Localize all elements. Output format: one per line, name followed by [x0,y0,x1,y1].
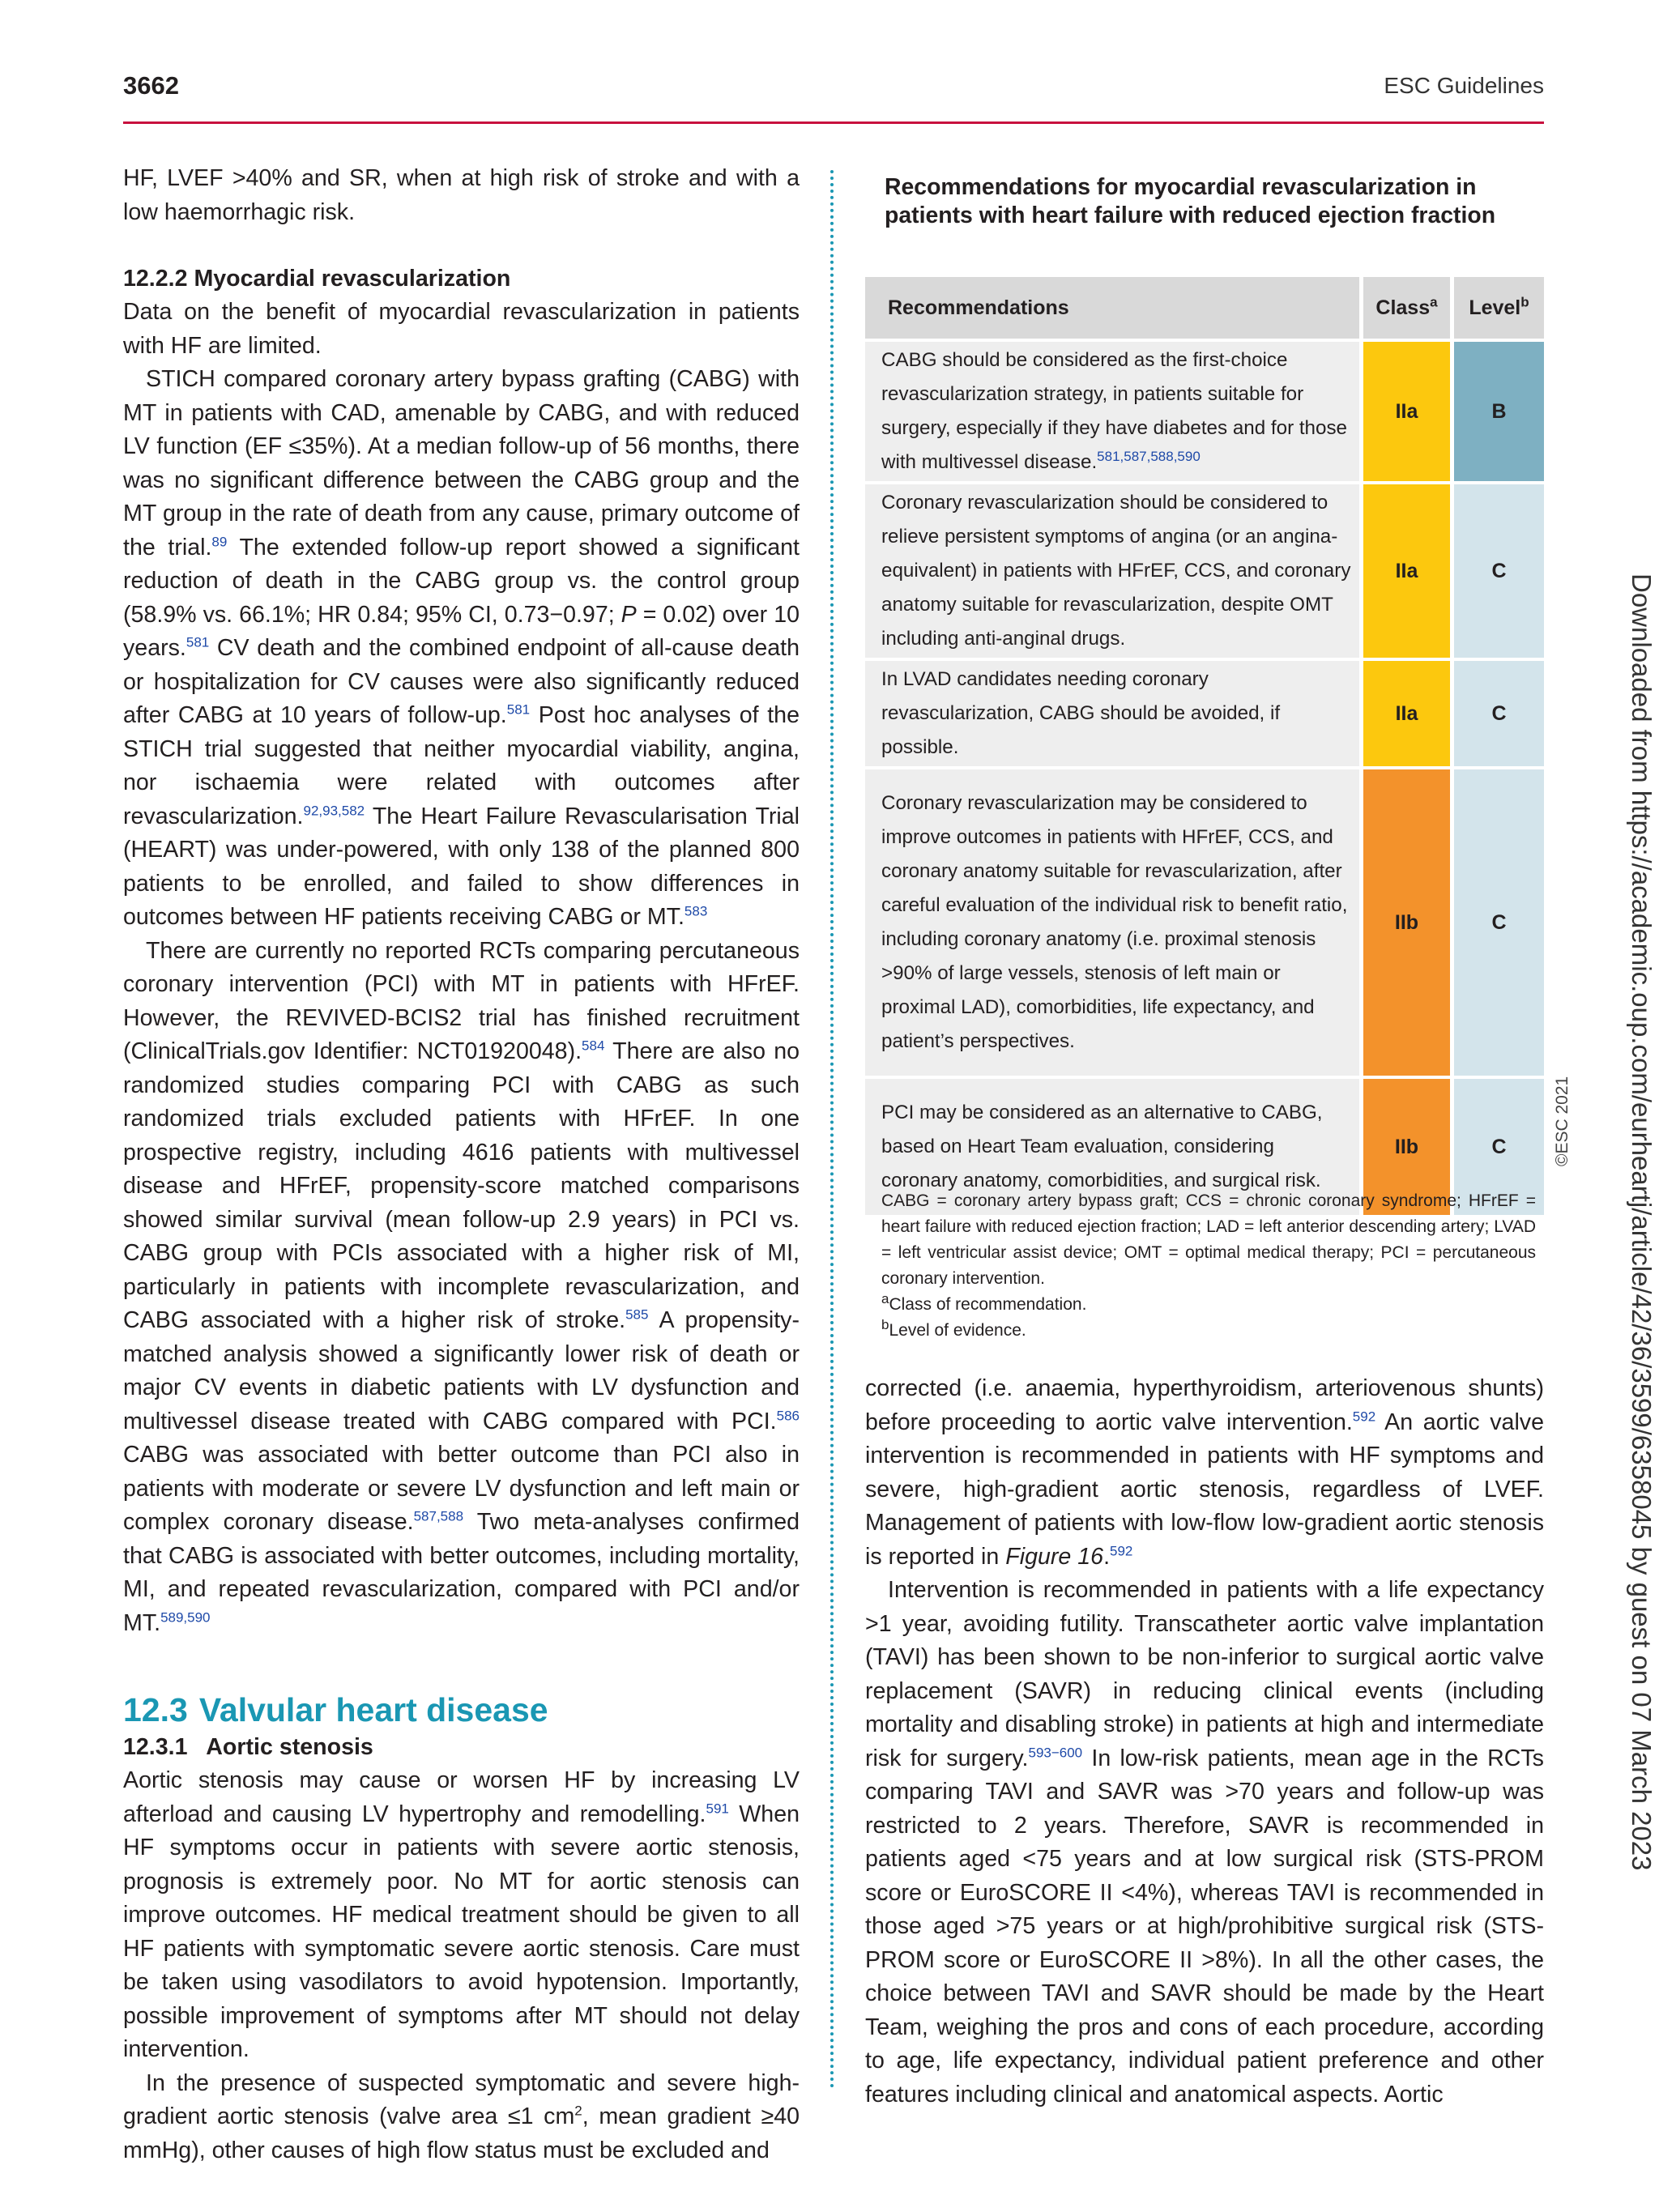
recommendation-text: In LVAD candidates needing coronary revascularization, CABG should be avoided, if possible. [865,661,1359,766]
paragraph-aortic-intervention: corrected (i.e. anaemia, hyperthyroidism, arteriovenous shunts) before proceeding to aortic valve intervention.$^{592}$ An aortic valve intervention is recommended in patients with HF symptoms and severe, high-gradient aortic stenosis, regardless of LVEF. Management of patients with low-flow low-gradient aortic stenosis is reported in Figure 16.$^{592}$ [865,1375,1545,1570]
class-cell: IIa [1359,342,1450,481]
column-header-level: Level$^b$ [1450,277,1544,339]
subsection-heading-revascularization: 12.2.2 Myocardial revascularization [123,266,511,292]
copyright-label: ©ESC 2021 [1553,1076,1572,1166]
citation-link[interactable]: 593−600 [1028,1744,1083,1760]
paragraph-stich: STICH compared coronary artery bypass grafting (CABG) with MT in patients with CAD, amenable by CABG, and with reduced LV function (EF ≤35%). At a median follow-up of 56 months, there was no significant difference between the CABG group and the MT group in the rate of death from any cause, primary outcome of the trial.$^{89}$ The extended follow-up report showed a significant reduction of death in the CABG group vs. the control group (58.9% vs. 66.1%; HR 0.84; 95% CI, 0.73−0.97; P = 0.02) over 10 years.$^{581}$ CV death and the combined endpoint of all-cause death or hospitalization for CV causes were also significantly reduced after CABG at 10 years of follow-up.$^{581}$ Post hoc analyses of the STICH trial suggested that neither myocardial viability, angina, nor ischaemia were related with outcomes after revascularization.$^{92,93,582}$ The Heart Failure Revascularisation Trial (HEART) was under-powered, with only 138 of the planned 800 patients to be enrolled, and failed to show differences in outcomes between HF patients receiving CABG or MT.$^{583}$ [123,366,800,930]
citation-link[interactable]: 591 [706,1800,729,1816]
citation-link[interactable]: 587,588 [413,1508,464,1524]
table-title: Recommendations for myocardial revascularization in patients with heart failure with reduced ejection fraction [885,174,1496,228]
subsection-heading-aortic-stenosis: 12.3.1 Aortic stenosis [123,1734,373,1760]
paragraph-hf-continuation: HF, LVEF >40% and SR, when at high risk of stroke and with a low haemorrhagic risk. [123,165,800,225]
citation-link[interactable]: 589,590 [160,1609,211,1625]
table-row [865,661,1544,766]
level-cell: C [1450,1079,1544,1215]
citation-link[interactable]: 89 [211,533,228,549]
footnote-a: $^a$Class of recommendation. [881,1291,1087,1314]
citation-link[interactable]: 581,587,588,590 [1097,448,1201,464]
section-heading-valvular: 12.3 Valvular heart disease [123,1691,548,1728]
citation-link[interactable]: 584 [582,1038,605,1054]
paragraph-pci: There are currently no reported RCTs comparing percutaneous coronary intervention (PCI) with MT in patients with HFrEF. However, the REVIVED-BCIS2 trial has finished recruitment (ClinicalTrials.gov Identifier: NCT01920048).$^{584}$ There are also no randomized studies comparing PCI with CABG as such randomized trials excluded patients with HFrEF. In one prospective registry, including 4616 patients with multivessel disease and HFrEF, propensity-score matched comparisons showed similar survival (mean follow-up 2.9 years) in PCI vs. CABG group with PCIs associated with a higher risk of MI, particularly in patients with incomplete revascularization, and CABG associated with a higher risk of stroke.$^{585}$ A propensity-matched analysis showed a significantly lower risk of death or major CV events in diabetic patients with LV dysfunction and multivessel disease treated with CABG compared with PCI.$^{586}$ CABG was associated with better outcome than PCI also in patients with moderate or severe LV dysfunction and left main or complex coronary disease.$^{587,588}$ Two meta-analyses confirmed that CABG is associated with better outcomes, including mortality, MI, and repeated revascularization, compared with PCI and/or MT.$^{589,590}$ [123,937,800,1636]
figure-link[interactable]: Figure 16 [1005,1543,1104,1570]
class-cell: IIb [1359,1079,1450,1215]
paragraph-revasc-intro: Data on the benefit of myocardial revascularization in patients with HF are limited. [123,299,800,359]
footnote-b: $^b$Level of evidence. [881,1317,1026,1340]
citation-link[interactable]: 581 [506,701,531,718]
class-cell: IIa [1359,661,1450,766]
table-row [865,769,1544,1076]
table-row [865,342,1544,481]
citation-link[interactable]: 581 [186,634,210,650]
citation-link[interactable]: 586 [776,1407,800,1423]
recommendation-text: PCI may be considered as an alternative to CABG, based on Heart Team evaluation, considering coronary anatomy, comorbidities, and surgical risk. [865,1079,1359,1215]
page-number: 3662 [123,71,179,100]
class-cell: IIb [1359,769,1450,1076]
recommendation-text: CABG should be considered as the first-choice revascularization strategy, in patients suitable for surgery, especially if they have diabetes and for those with multivessel disease.$^{581,587,588,590}$ [865,342,1359,481]
citation-link[interactable]: 592 [1352,1408,1376,1424]
journal-name: ESC Guidelines [1384,73,1544,98]
footnote-abbreviations: CABG = coronary artery bypass graft; CCS = chronic coronary syndrome; HFrEF = heart failure with reduced ejection fraction; LAD = left anterior descending artery; LVAD = left ventricular assist device; OMT = optimal medical therapy; PCI = percutaneous coronary intervention. [881,1191,1536,1288]
level-cell: C [1450,769,1544,1076]
table-footnotes [881,1188,1536,1344]
level-cell: B [1450,342,1544,481]
paragraph-high-gradient: In the presence of suspected symptomatic and severe high-gradient aortic stenosis (valve area ≤1 $cm^2$, mean gradient ≥40 mmHg), other causes of high flow status must be excluded and [123,2069,800,2163]
download-notice: Downloaded from https://academic.oup.com/eurheartj/article/42/36/3599/6358045 by guest on 07 March 2023 [1627,573,1657,1871]
citation-link[interactable]: 585 [625,1306,649,1323]
paragraph-aortic-stenosis: Aortic stenosis may cause or worsen HF by increasing LV afterload and causing LV hypertrophy and remodelling.$^{591}$ When HF symptoms occur in patients with severe aortic stenosis, prognosis is extremely poor. No MT for aortic stenosis can improve outcomes. HF medical treatment should be given to all HF patients with symptomatic severe aortic stenosis. Care must be taken using vasodilators to avoid hypotension. Importantly, possible improvement of symptoms after MT should not delay intervention. [123,1767,800,2062]
table-row [865,484,1544,658]
right-column-text [865,1372,1544,2112]
level-cell: C [1450,661,1544,766]
citation-link[interactable]: 583 [684,903,708,919]
page-header [123,71,1544,124]
recommendation-text: Coronary revascularization should be considered to relieve persistent symptoms of angina (or an angina-equivalent) in patients with HFrEF, CCS, and coronary anatomy suitable for revascularization, despite OMT including anti-anginal drugs. [865,484,1359,658]
column-header-class: Class$^a$ [1359,277,1450,339]
recommendation-text: Coronary revascularization may be considered to improve outcomes in patients with HFrEF, CCS, and coronary anatomy suitable for revascularization, after careful evaluation of the individual risk to benefit ratio, including coronary anatomy (i.e. proximal stenosis >90% of large vessels, stenosis of left main or proximal LAD), comorbidities, life expectancy, and patient’s perspectives. [865,769,1359,1076]
level-cell: C [1450,484,1544,658]
paragraph-tavi: Intervention is recommended in patients with a life expectancy >1 year, avoiding futility. Transcatheter aortic valve implantation (TAVI) has been shown to be non-inferior to surgical aortic valve replacement (SAVR) in reducing clinical events (including mortality and disabling stroke) in patients at high and intermediate risk for surgery.$^{593-600}$ In low-risk patients, mean age in the RCTs comparing TAVI and SAVR was >70 years and follow-up was restricted to 2 years. Therefore, SAVR is recommended in patients aged <75 years and at low surgical risk (STS-PROM score or EuroSCORE II <4%), whereas TAVI is recommended in those aged >75 years or at high/prohibitive surgical risk (STS-PROM score or EuroSCORE II >8%). In all the other cases, the choice between TAVI and SAVR should be made by the Heart Team, weighing the pros and cons of each procedure, according to age, life expectancy, individual patient preference and other features including clinical and anatomical aspects. Aortic [865,1577,1544,2108]
column-divider [830,170,834,2090]
recommendations-table [865,274,1544,1218]
column-header-recommendations: Recommendations [865,277,1359,339]
citation-link[interactable]: 592 [1110,1542,1133,1558]
left-column [123,162,800,2167]
citation-link[interactable]: 92,93,582 [303,802,365,818]
class-cell: IIa [1359,484,1450,658]
